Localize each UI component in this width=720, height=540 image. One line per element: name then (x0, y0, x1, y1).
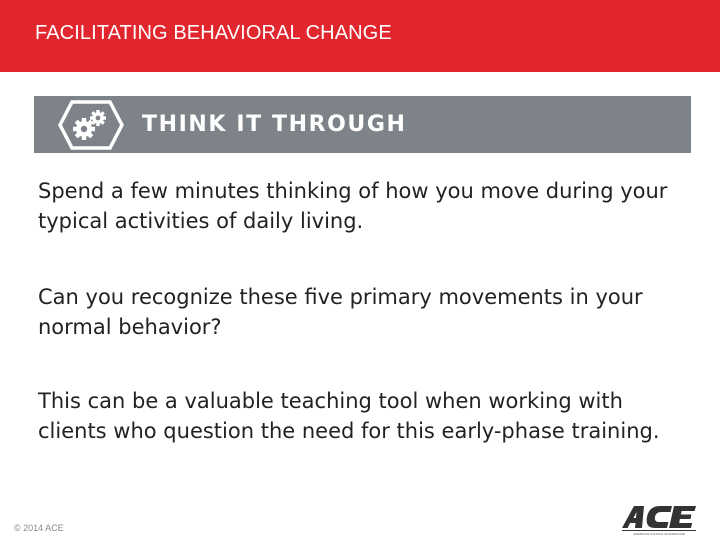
header-bar (0, 0, 720, 72)
copyright-notice: © 2014 ACE (14, 523, 64, 533)
banner-title: THINK IT THROUGH (142, 112, 407, 137)
logo-tagline: AMERICAN COUNCIL ON EXERCISE (633, 532, 685, 536)
paragraph-teaching-tool: This can be a valuable teaching tool when working with clients who question the need for this early-phase training. (38, 389, 660, 443)
gears-icon (58, 99, 124, 151)
paragraph-activities: Spend a few minutes thinking of how you move during your typical activities of daily living. (38, 179, 668, 233)
ace-logo (620, 504, 712, 536)
slide-title: FACILITATING BEHAVIORAL CHANGE (35, 22, 392, 44)
think-it-through-banner (34, 96, 691, 153)
paragraph-movements: Can you recognize these five primary movements in your normal behavior? (38, 285, 643, 339)
